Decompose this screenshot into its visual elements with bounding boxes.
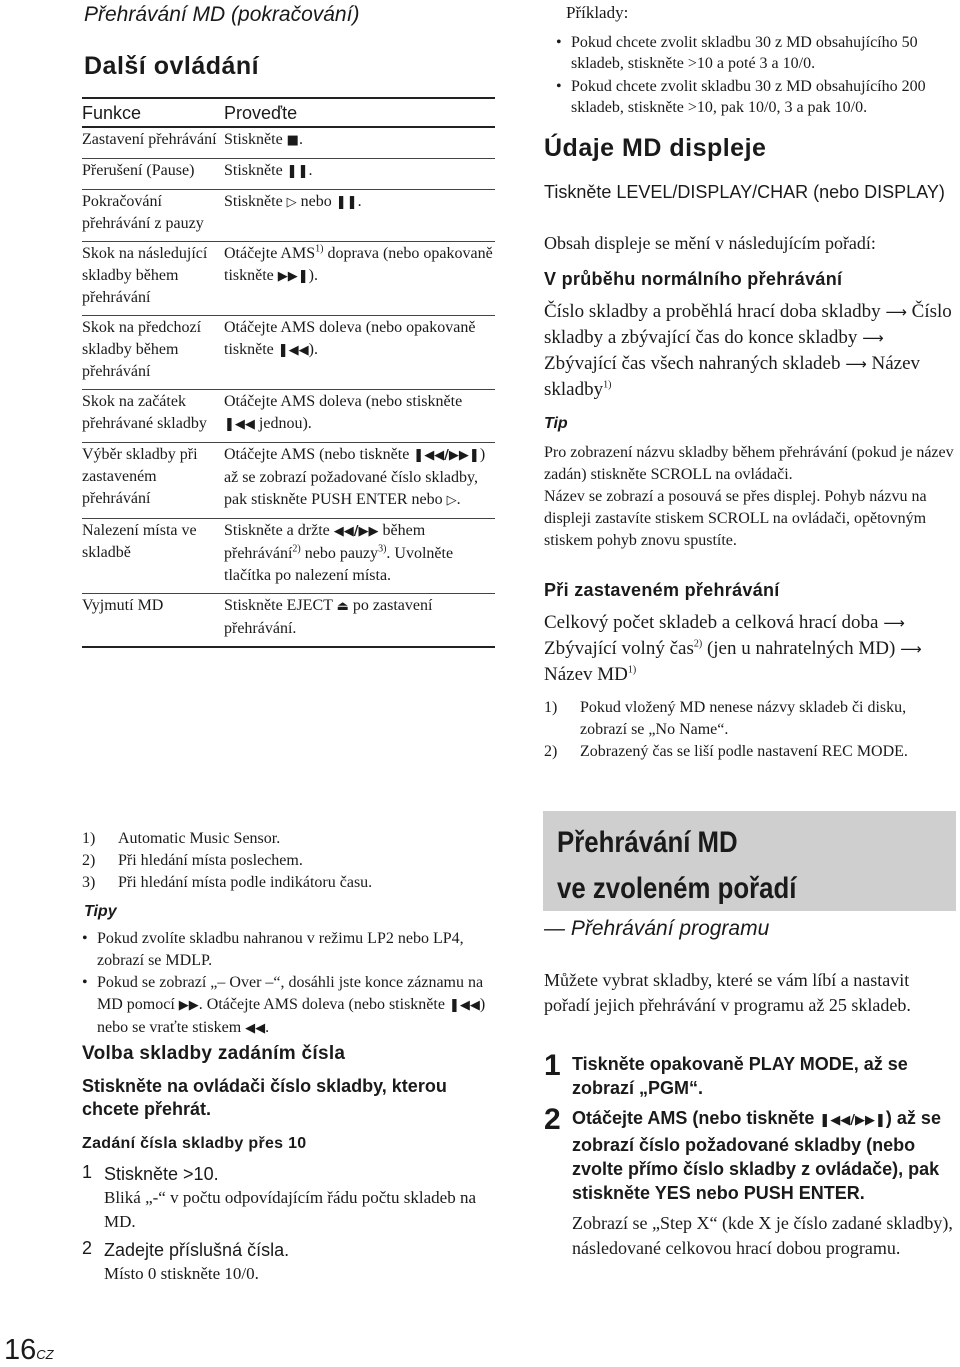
header-function: Funkce (82, 103, 142, 123)
header-action: Proveďte (224, 103, 298, 123)
list-item: • Pokud chcete zvolit skladbu 30 z MD obsahujícího 50 skladeb, stiskněte >10 a poté 3 a 10/0. (556, 34, 918, 72)
table-row (82, 316, 495, 390)
footnotes (82, 828, 372, 894)
rewind-forward-icon: ◀◀/▶▶ (333, 524, 379, 539)
tips-label: Tipy (84, 903, 117, 920)
program-intro: Můžete vybrat skladby, které se vám líbí a nastavit pořadí jejich přehrávání v programu až 25 skladeb. (544, 970, 911, 1015)
tip-text: Pro zobrazení názvu skladby během přehrávání (pokud je název zadán) stiskněte SCROLL na ovládači. Název se zobrazí a posouvá se přes displej. Pohyb názvu na displeji zastavíte stiskem SCROLL na ovládači, opětovným stiskem pohyb znovu spustíte. (544, 444, 954, 549)
stopped-title: Při zastaveném přehrávání (544, 580, 780, 600)
list-item: • Pokud chcete zvolit skladbu 30 z MD obsahujícího 200 skladeb, stiskněte >10, pak 10/0, 3 a pak 10/0. (556, 78, 926, 116)
function-cell: Skok na následující skladby během přehrávání (82, 245, 208, 306)
table-row (82, 594, 495, 648)
function-cell: Přerušení (Pause) (82, 162, 195, 179)
sub-sub-heading: Zadání čísla skladby přes 10 (82, 1135, 307, 1152)
action-cell: Otáčejte AMS doleva (nebo stiskněte ❚◀◀ jednou). (224, 393, 463, 432)
table-row (82, 390, 495, 443)
examples-list (556, 32, 956, 120)
step-detail: Místo 0 stiskněte 10/0. (104, 1264, 259, 1283)
action-cell: Stiskněte ■. (224, 131, 303, 148)
action-cell: Otáčejte AMS (nebo tiskněte ❚◀◀/▶▶❚) až se zobrazí požadované číslo skladby, pak stiskněte PUSH ENTER nebo ▷. (224, 446, 486, 508)
program-section-title: Přehrávání MD ve zvoleném pořadí (557, 826, 797, 905)
prev-next-track-icon: ❚◀◀/▶▶❚ (819, 1113, 886, 1128)
footnote: 3) Při hledání místa podle indikátoru času. (82, 874, 373, 891)
arrow-right-icon: ⟶ (862, 329, 884, 347)
function-cell: Pokračování přehrávání z pauzy (82, 193, 204, 232)
footnote: 2) Při hledání místa poslechem. (82, 852, 303, 869)
display-instruction: Tiskněte LEVEL/DISPLAY/CHAR (nebo DISPLAY) (544, 182, 945, 202)
eject-icon: ⏏ (336, 599, 349, 614)
function-cell: Nalezení místa ve skladbě (82, 522, 197, 561)
action-cell: Stiskněte ▷ nebo ❚❚. (224, 193, 362, 210)
table-row (82, 443, 495, 519)
action-cell: Otáčejte AMS doleva (nebo opakovaně tiskněte ❚◀◀). (224, 319, 476, 358)
tips-list (82, 928, 502, 1040)
pause-icon: ❚❚ (286, 164, 309, 179)
step: 2 Zadejte příslušná čísla. (82, 1238, 290, 1260)
step-detail: Zobrazí se „Step X“ (kde X je číslo zadané skladby), následované celkovou hrací dobou programu. (572, 1213, 953, 1258)
pause-icon: ❚❚ (335, 195, 358, 210)
display-section-title: Údaje MD displeje (544, 134, 767, 162)
forward-icon: ▶▶ (178, 998, 199, 1013)
function-cell: Skok na předchozí skladby během přehrávání (82, 319, 202, 380)
normal-display-sequence: Číslo skladby a proběhlá hrací doba skladby ⟶ Číslo skladby a zbývající čas do konce skladby ⟶ Zbývající čas všech nahraných skladeb ⟶ Název skladby$^{1)}$ (544, 301, 952, 400)
table-row (82, 242, 495, 316)
function-cell: Skok na začátek přehrávané skladby (82, 393, 207, 432)
stopped-display-sequence: Celkový počet skladeb a celková hrací doba ⟶ Zbývající volný čas$^{2)}$ (jen u nahratelných MD) ⟶ Název MD$^{1)}$ (544, 612, 922, 685)
examples-label: Příklady: (566, 3, 629, 22)
arrow-right-icon: ⟶ (885, 303, 907, 321)
sub-heading: Volba skladby zadáním čísla (82, 1043, 346, 1064)
previous-track-icon: ❚◀◀ (448, 998, 480, 1013)
page-number: 16CZ (4, 1334, 54, 1366)
step-detail: Bliká „-“ v počtu odpovídajícím řádu počtu skladeb na MD. (104, 1188, 477, 1231)
list-item: • Pokud zvolíte skladbu nahranou v režimu LP2 nebo LP4, zobrazí se MDLP. (82, 930, 464, 969)
previous-track-icon: ❚◀◀ (277, 343, 309, 358)
function-cell: Vyjmutí MD (82, 597, 164, 614)
normal-playback-title: V průběhu normálního přehrávání (544, 269, 843, 289)
play-icon: ▷ (286, 195, 297, 210)
next-track-icon: ▶▶❚ (277, 269, 309, 284)
footnote: 2) Zobrazený čas se liší podle nastavení REC MODE. (544, 743, 908, 760)
program-subtitle: — Přehrávání programu (544, 917, 770, 940)
step: 1 Tiskněte opakovaně PLAY MODE, až se zobrazí „PGM“. (544, 1049, 908, 1098)
section-title: Další ovládání (84, 52, 260, 80)
arrow-right-icon: ⟶ (883, 614, 905, 632)
function-cell: Výběr skladby při zastaveném přehrávání (82, 446, 198, 507)
running-header: Přehrávání MD (pokračování) (84, 3, 360, 26)
footnote: 1) Pokud vložený MD nenese názvy skladeb či disku, zobrazí se „No Name“. (544, 699, 907, 738)
display-intro: Obsah displeje se mění v následujícím pořadí: (544, 233, 876, 253)
action-cell: Stiskněte ❚❚. (224, 162, 313, 179)
table-row (82, 159, 495, 190)
play-icon: ▷ (446, 493, 457, 508)
instruction: Stiskněte na ovládači číslo skladby, kterou chcete přehrát. (82, 1076, 447, 1119)
rewind-icon: ◀◀ (245, 1021, 266, 1036)
footnote: 1) Automatic Music Sensor. (82, 830, 281, 847)
function-table (82, 97, 495, 648)
step: 2 Otáčejte AMS (nebo tiskněte ❚◀◀/▶▶❚) až se zobrazí číslo požadované skladby (nebo zvolte přímo číslo skladby z ovládače), pak stiskněte YES nebo PUSH ENTER. (544, 1103, 941, 1203)
arrow-right-icon: ⟶ (900, 640, 922, 658)
program-steps (544, 1049, 956, 1261)
action-cell: Stiskněte a držte ◀◀/▶▶ během přehrávání$^{2)}$ nebo pauzy$^{3)}$. Uvolněte tlačítka po nalezení místa. (224, 522, 454, 584)
list-item: • Pokud se zobrazí „– Over –“, dosáhli jste konce záznamu na MD pomocí ▶▶. Otáčejte AMS doleva (nebo stiskněte ❚◀◀) nebo se vraťte stiskem ◀◀. (82, 974, 486, 1036)
display-notes (544, 697, 954, 763)
step: 1 Stiskněte >10. (82, 1162, 219, 1184)
table-row (82, 190, 495, 242)
stop-icon: ■ (286, 133, 299, 148)
arrow-right-icon: ⟶ (845, 355, 867, 373)
previous-track-icon: ❚◀◀ (224, 417, 255, 432)
steps-list (82, 1162, 502, 1290)
action-cell: Stiskněte EJECT ⏏ po zastavení přehrávání. (224, 597, 433, 637)
tip-label: Tip (544, 415, 568, 432)
table-row (82, 128, 495, 159)
table-row (82, 519, 495, 594)
action-cell: Otáčejte AMS$^{1)}$ doprava (nebo opakovaně tiskněte ▶▶❚). (224, 243, 493, 284)
prev-next-track-icon: ❚◀◀/▶▶❚ (413, 448, 480, 463)
function-cell: Zastavení přehrávání (82, 131, 217, 148)
table-header (82, 97, 495, 128)
